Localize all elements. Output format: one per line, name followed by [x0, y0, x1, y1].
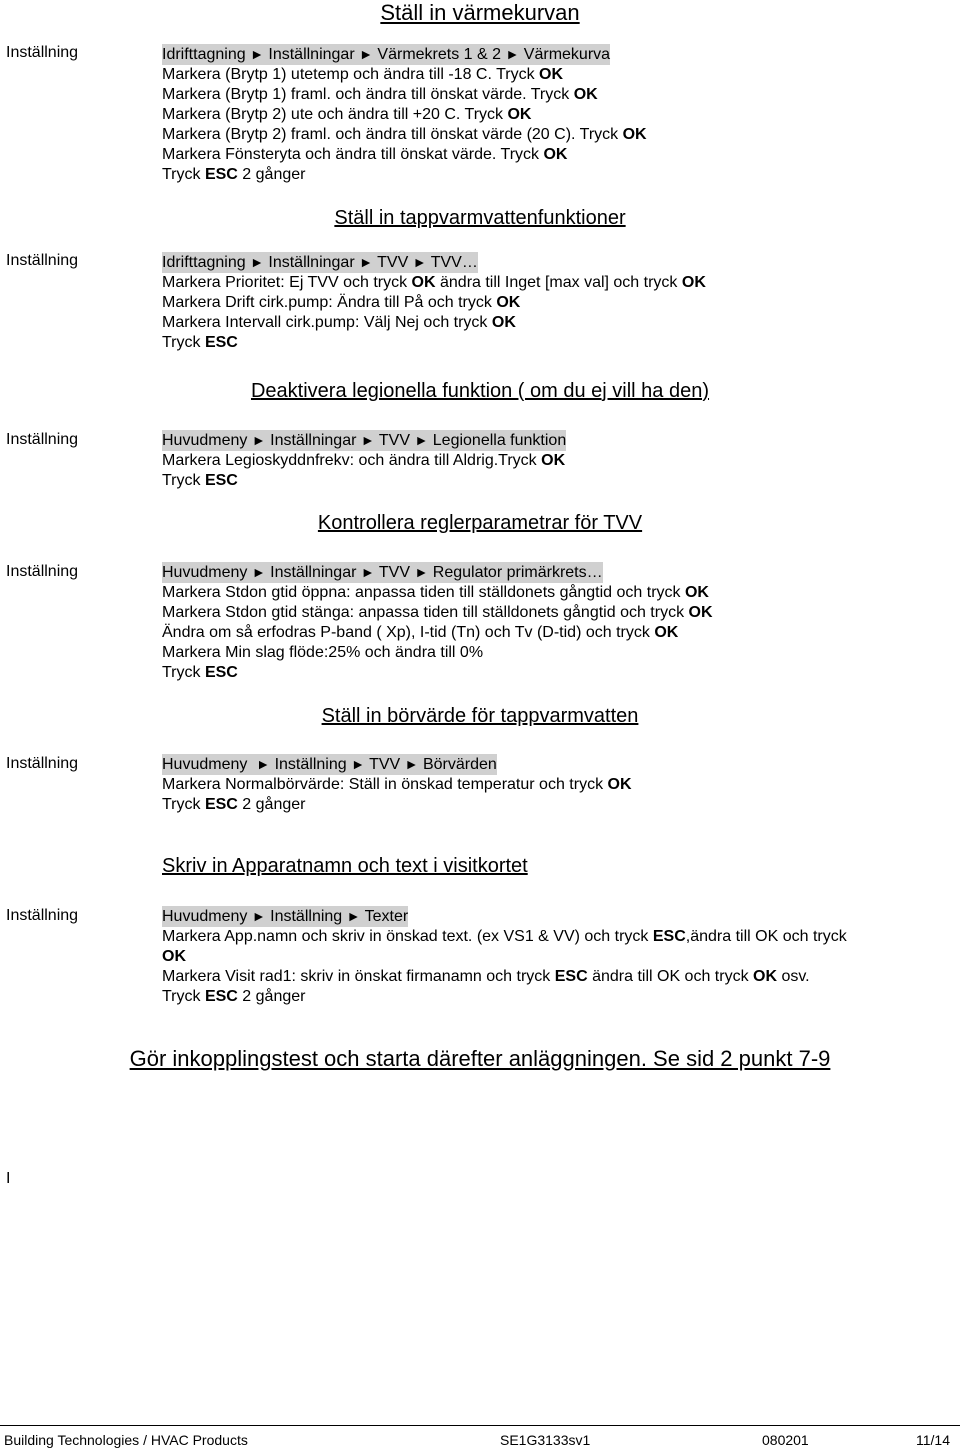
instruction-line: Tryck ESC	[162, 334, 238, 351]
section-heading-tappvarmvatten: Ställ in tappvarmvattenfunktioner	[334, 207, 626, 229]
section-heading-legionella: Deaktivera legionella funktion ( om du ej vill ha den)	[250, 380, 710, 402]
section-heading-reglerparametrar: Kontrollera reglerparametrar för TVV	[317, 512, 643, 534]
instruction-line: Tryck ESC 2 gånger	[162, 796, 306, 813]
instruction-line: Markera Drift cirk.pump: Ändra till På och tryck OK	[162, 294, 521, 311]
instruction-line: Markera Normalbörvärde: Ställ in önskad temperatur och tryck OK	[162, 776, 632, 793]
side-label: Inställning	[6, 907, 79, 924]
footer-date: 080201	[762, 1432, 809, 1448]
arrow-icon: ►	[360, 564, 375, 580]
footer-page-number: 11/14	[916, 1432, 950, 1448]
footer-company: Building Technologies / HVAC Products	[4, 1432, 248, 1448]
instruction-line: Tryck ESC 2 gånger	[162, 166, 306, 183]
side-label: Inställning	[6, 252, 79, 269]
breadcrumb: Idrifttagning ► Inställningar ► Värmekrets 1 & 2 ► Värmekurva	[162, 46, 611, 63]
instruction-line: Ändra om så erfodras P-band ( Xp), I-tid (Tn) och Tv (D-tid) och tryck OK	[162, 624, 679, 641]
section-heading-borvarde: Ställ in börvärde för tappvarmvatten	[321, 705, 639, 727]
breadcrumb: Huvudmeny ► Inställning ► Texter	[162, 908, 409, 925]
breadcrumb: Huvudmeny ► Inställningar ► TVV ► Regulator primärkrets…	[162, 564, 603, 581]
instruction-line: Markera App.namn och skriv in önskad text. (ex VS1 & VV) och tryck ESC,ändra till OK och tryck OK	[162, 928, 847, 965]
stray-character: I	[6, 1170, 11, 1187]
instruction-line: Markera (Brytp 2) framl. och ändra till önskat värde (20 C). Tryck OK	[162, 126, 647, 143]
arrow-icon: ►	[250, 46, 264, 62]
instruction-block-legionella	[162, 430, 952, 491]
final-heading: Gör inkopplingstest och starta därefter anläggningen. Se sid 2 punkt 7-9	[129, 1046, 831, 1071]
arrow-icon: ►	[250, 254, 264, 270]
arrow-icon: ►	[505, 46, 520, 62]
instruction-line: Markera (Brytp 1) framl. och ändra till önskat värde. Tryck OK	[162, 86, 598, 103]
instruction-line: Markera (Brytp 2) ute och ändra till +20 C. Tryck OK	[162, 106, 532, 123]
arrow-icon: ►	[414, 564, 429, 580]
instruction-line: Markera Min slag flöde:25% och ändra till 0%	[162, 644, 484, 661]
arrow-icon: ►	[351, 756, 365, 772]
instruction-line: Markera Intervall cirk.pump: Välj Nej och tryck OK	[162, 314, 516, 331]
breadcrumb: Idrifttagning ► Inställningar ► TVV ► TVV…	[162, 254, 478, 271]
side-label: Inställning	[6, 563, 79, 580]
arrow-icon: ►	[251, 908, 266, 924]
arrow-icon: ►	[404, 756, 419, 772]
instruction-block-reglerparametrar	[162, 562, 952, 683]
instruction-line: Markera Fönsteryta och ändra till önskat värde. Tryck OK	[162, 146, 568, 163]
arrow-icon: ►	[346, 908, 361, 924]
instruction-line: Markera Stdon gtid stänga: anpassa tiden till ställdonets gångtid och tryck OK	[162, 604, 713, 621]
arrow-icon: ►	[412, 254, 427, 270]
side-label: Inställning	[6, 44, 79, 61]
section-heading-varmekurvan: Ställ in värmekurvan	[380, 0, 580, 25]
arrow-icon: ►	[360, 432, 375, 448]
instruction-block-tappvarmvatten	[162, 252, 952, 353]
breadcrumb: Huvudmeny ► Inställning ► TVV ► Börvärden	[162, 756, 497, 773]
footer-divider	[0, 1425, 960, 1426]
footer-doc-id: SE1G3133sv1	[500, 1432, 591, 1448]
arrow-icon: ►	[414, 432, 429, 448]
instruction-block-visitkort	[162, 906, 952, 1007]
instruction-block-varmekurvan	[162, 44, 952, 185]
instruction-line: Markera Prioritet: Ej TVV och tryck OK ändra till Inget [max val] och tryck OK	[162, 274, 706, 291]
instruction-line: Tryck ESC	[162, 472, 238, 489]
breadcrumb: Huvudmeny ► Inställningar ► TVV ► Legionella funktion	[162, 432, 567, 449]
instruction-line: Markera Stdon gtid öppna: anpassa tiden till ställdonets gångtid och tryck OK	[162, 584, 709, 601]
arrow-icon: ►	[251, 432, 266, 448]
arrow-icon: ►	[359, 254, 373, 270]
arrow-icon: ►	[256, 756, 271, 772]
instruction-line: Markera Visit rad1: skriv in önskat firmanamn och tryck ESC ändra till OK och tryck OK osv.	[162, 968, 810, 985]
arrow-icon: ►	[251, 564, 266, 580]
arrow-icon: ►	[359, 46, 373, 62]
instruction-block-borvarde	[162, 754, 952, 815]
side-label: Inställning	[6, 755, 79, 772]
section-heading-visitkort: Skriv in Apparatnamn och text i visitkortet	[162, 855, 528, 877]
instruction-line: Markera (Brytp 1) utetemp och ändra till -18 C. Tryck OK	[162, 66, 564, 83]
instruction-line: Tryck ESC 2 gånger	[162, 988, 306, 1005]
instruction-line: Tryck ESC	[162, 664, 238, 681]
side-label: Inställning	[6, 431, 79, 448]
instruction-line: Markera Legioskyddnfrekv: och ändra till Aldrig.Tryck OK	[162, 452, 566, 469]
